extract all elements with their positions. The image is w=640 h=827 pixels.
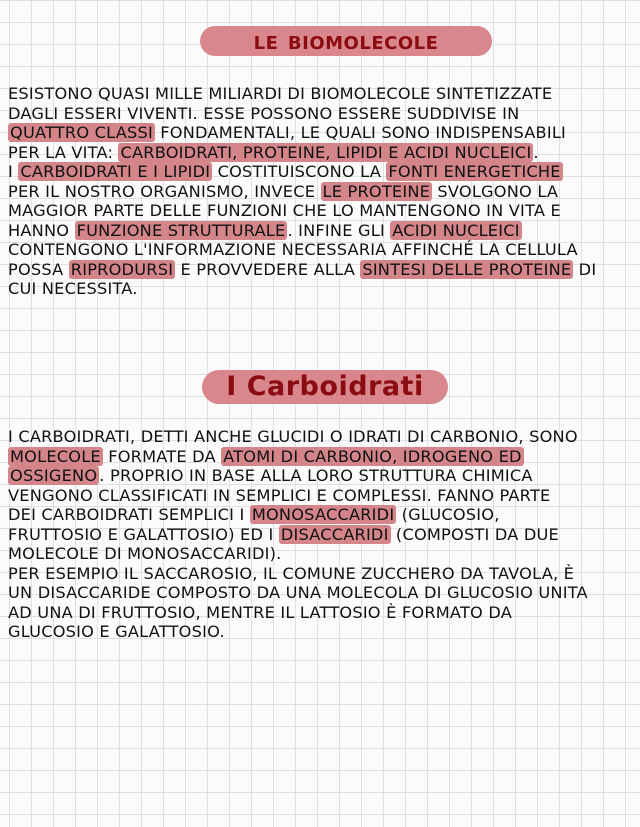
text-segment: HANNO — [8, 220, 75, 240]
text-line — [8, 583, 634, 603]
text-segment: PER ESEMPIO IL SACCAROSIO, IL COMUNE ZUCCHERO DA TAVOLA, È — [8, 563, 575, 583]
text-segment: POSSA — [8, 259, 69, 279]
text-line — [8, 201, 634, 221]
highlighted-text: ATOMI DI CARBONIO, IDROGENO ED — [223, 446, 522, 466]
text-line — [8, 447, 634, 467]
title-2-wrap — [0, 370, 640, 404]
highlighted-text: MOLECOLE — [10, 446, 101, 466]
title-1-wrap — [0, 26, 640, 56]
text-line — [8, 622, 634, 642]
text-segment: FORMATE DA — [102, 446, 222, 466]
text-segment: DI — [573, 259, 597, 279]
highlighted-text: DISACCARIDI — [280, 524, 389, 544]
text-line — [8, 143, 634, 163]
text-line — [8, 603, 634, 623]
paragraph-carboidrati — [8, 427, 634, 642]
text-segment: CUI NECESSITA. — [8, 279, 138, 298]
text-segment: I — [8, 162, 19, 181]
text-line — [8, 104, 634, 124]
highlighted-text: CARBOIDRATI, PROTEINE, LIPIDI E ACIDI NUCLEICI — [120, 142, 532, 162]
text-segment: MOLECOLE DI MONOSACCARIDI). — [8, 544, 282, 563]
text-line — [8, 123, 634, 143]
text-segment: . — [533, 142, 539, 162]
highlighted-text: LE PROTEINE — [322, 181, 431, 201]
highlighted-text: ACIDI NUCLEICI — [392, 220, 520, 240]
text-segment: COSTITUISCONO LA — [212, 162, 387, 181]
text-segment: PER LA VITA: — [8, 142, 119, 162]
text-line — [8, 182, 634, 202]
highlighted-text: SINTESI DELLE PROTEINE — [362, 259, 572, 279]
title-carboidrati: I Carboidrati — [202, 370, 448, 404]
text-line — [8, 486, 634, 506]
highlighted-text: CARBOIDRATI E I LIPIDI — [20, 162, 211, 181]
text-line — [8, 162, 634, 182]
text-segment: PER IL NOSTRO ORGANISMO, INVECE — [8, 181, 321, 201]
text-segment: SVOLGONO LA — [432, 181, 559, 201]
text-segment: . PROPRIO IN BASE ALLA LORO STRUTTURA CHIMICA — [99, 466, 533, 485]
text-segment: FONDAMENTALI, LE QUALI SONO INDISPENSABILI — [154, 123, 567, 142]
text-segment: (COMPOSTI DA DUE — [390, 524, 559, 544]
highlighted-text: MONOSACCARIDI — [251, 505, 395, 524]
text-line — [8, 84, 634, 104]
text-line — [8, 427, 634, 447]
highlighted-text: FUNZIONE STRUTTURALE — [76, 220, 286, 240]
text-line — [8, 221, 634, 241]
highlighted-text: FONTI ENERGETICHE — [388, 162, 561, 181]
text-line — [8, 240, 634, 260]
text-segment: GLUCOSIO E GALATTOSIO. — [8, 622, 225, 641]
text-line — [8, 544, 634, 564]
highlighted-text: RIPRODURSI — [70, 259, 174, 279]
text-segment: FRUTTOSIO E GALATTOSIO) ED I — [8, 524, 279, 544]
text-segment: AD UNA DI FRUTTOSIO, MENTRE IL LATTOSIO È FORMATO DA — [8, 602, 512, 622]
text-segment: CONTENGONO L'INFORMAZIONE NECESSARIA AFFINCHÉ LA CELLULA — [8, 240, 578, 259]
text-segment: MAGGIOR PARTE DELLE FUNZIONI CHE LO MANTENGONO IN VITA E — [8, 201, 561, 220]
text-line — [8, 260, 634, 280]
text-segment: ESISTONO QUASI MILLE MILIARDI DI BIOMOLECOLE SINTETIZZATE — [8, 84, 553, 103]
text-segment: UN DISACCARIDE COMPOSTO DA UNA MOLECOLA DI GLUCOSIO UNITA — [8, 583, 588, 602]
text-segment: DEI CARBOIDRATI SEMPLICI I — [8, 505, 250, 524]
text-line — [8, 505, 634, 525]
text-segment: DAGLI ESSERI VIVENTI. ESSE POSSONO ESSERE SUDDIVISE IN — [8, 103, 520, 123]
text-line — [8, 564, 634, 584]
text-line — [8, 466, 634, 486]
text-segment: E PROVVEDERE ALLA — [175, 259, 361, 279]
highlighted-text: QUATTRO CLASSI — [10, 123, 153, 142]
paragraph-biomolecole — [8, 84, 634, 299]
text-line — [8, 525, 634, 545]
highlighted-text: OSSIGENO — [10, 466, 98, 485]
text-line — [8, 279, 634, 299]
text-segment: VENGONO CLASSIFICATI IN SEMPLICI E COMPLESSI. FANNO PARTE — [8, 485, 551, 505]
text-segment: I CARBOIDRATI, DETTI ANCHE GLUCIDI O IDRATI DI CARBONIO, SONO — [8, 427, 578, 446]
title-biomolecole: le biomolecole — [200, 26, 492, 56]
text-segment: . INFINE GLI — [287, 220, 391, 240]
text-segment: (GLUCOSIO, — [396, 505, 500, 524]
